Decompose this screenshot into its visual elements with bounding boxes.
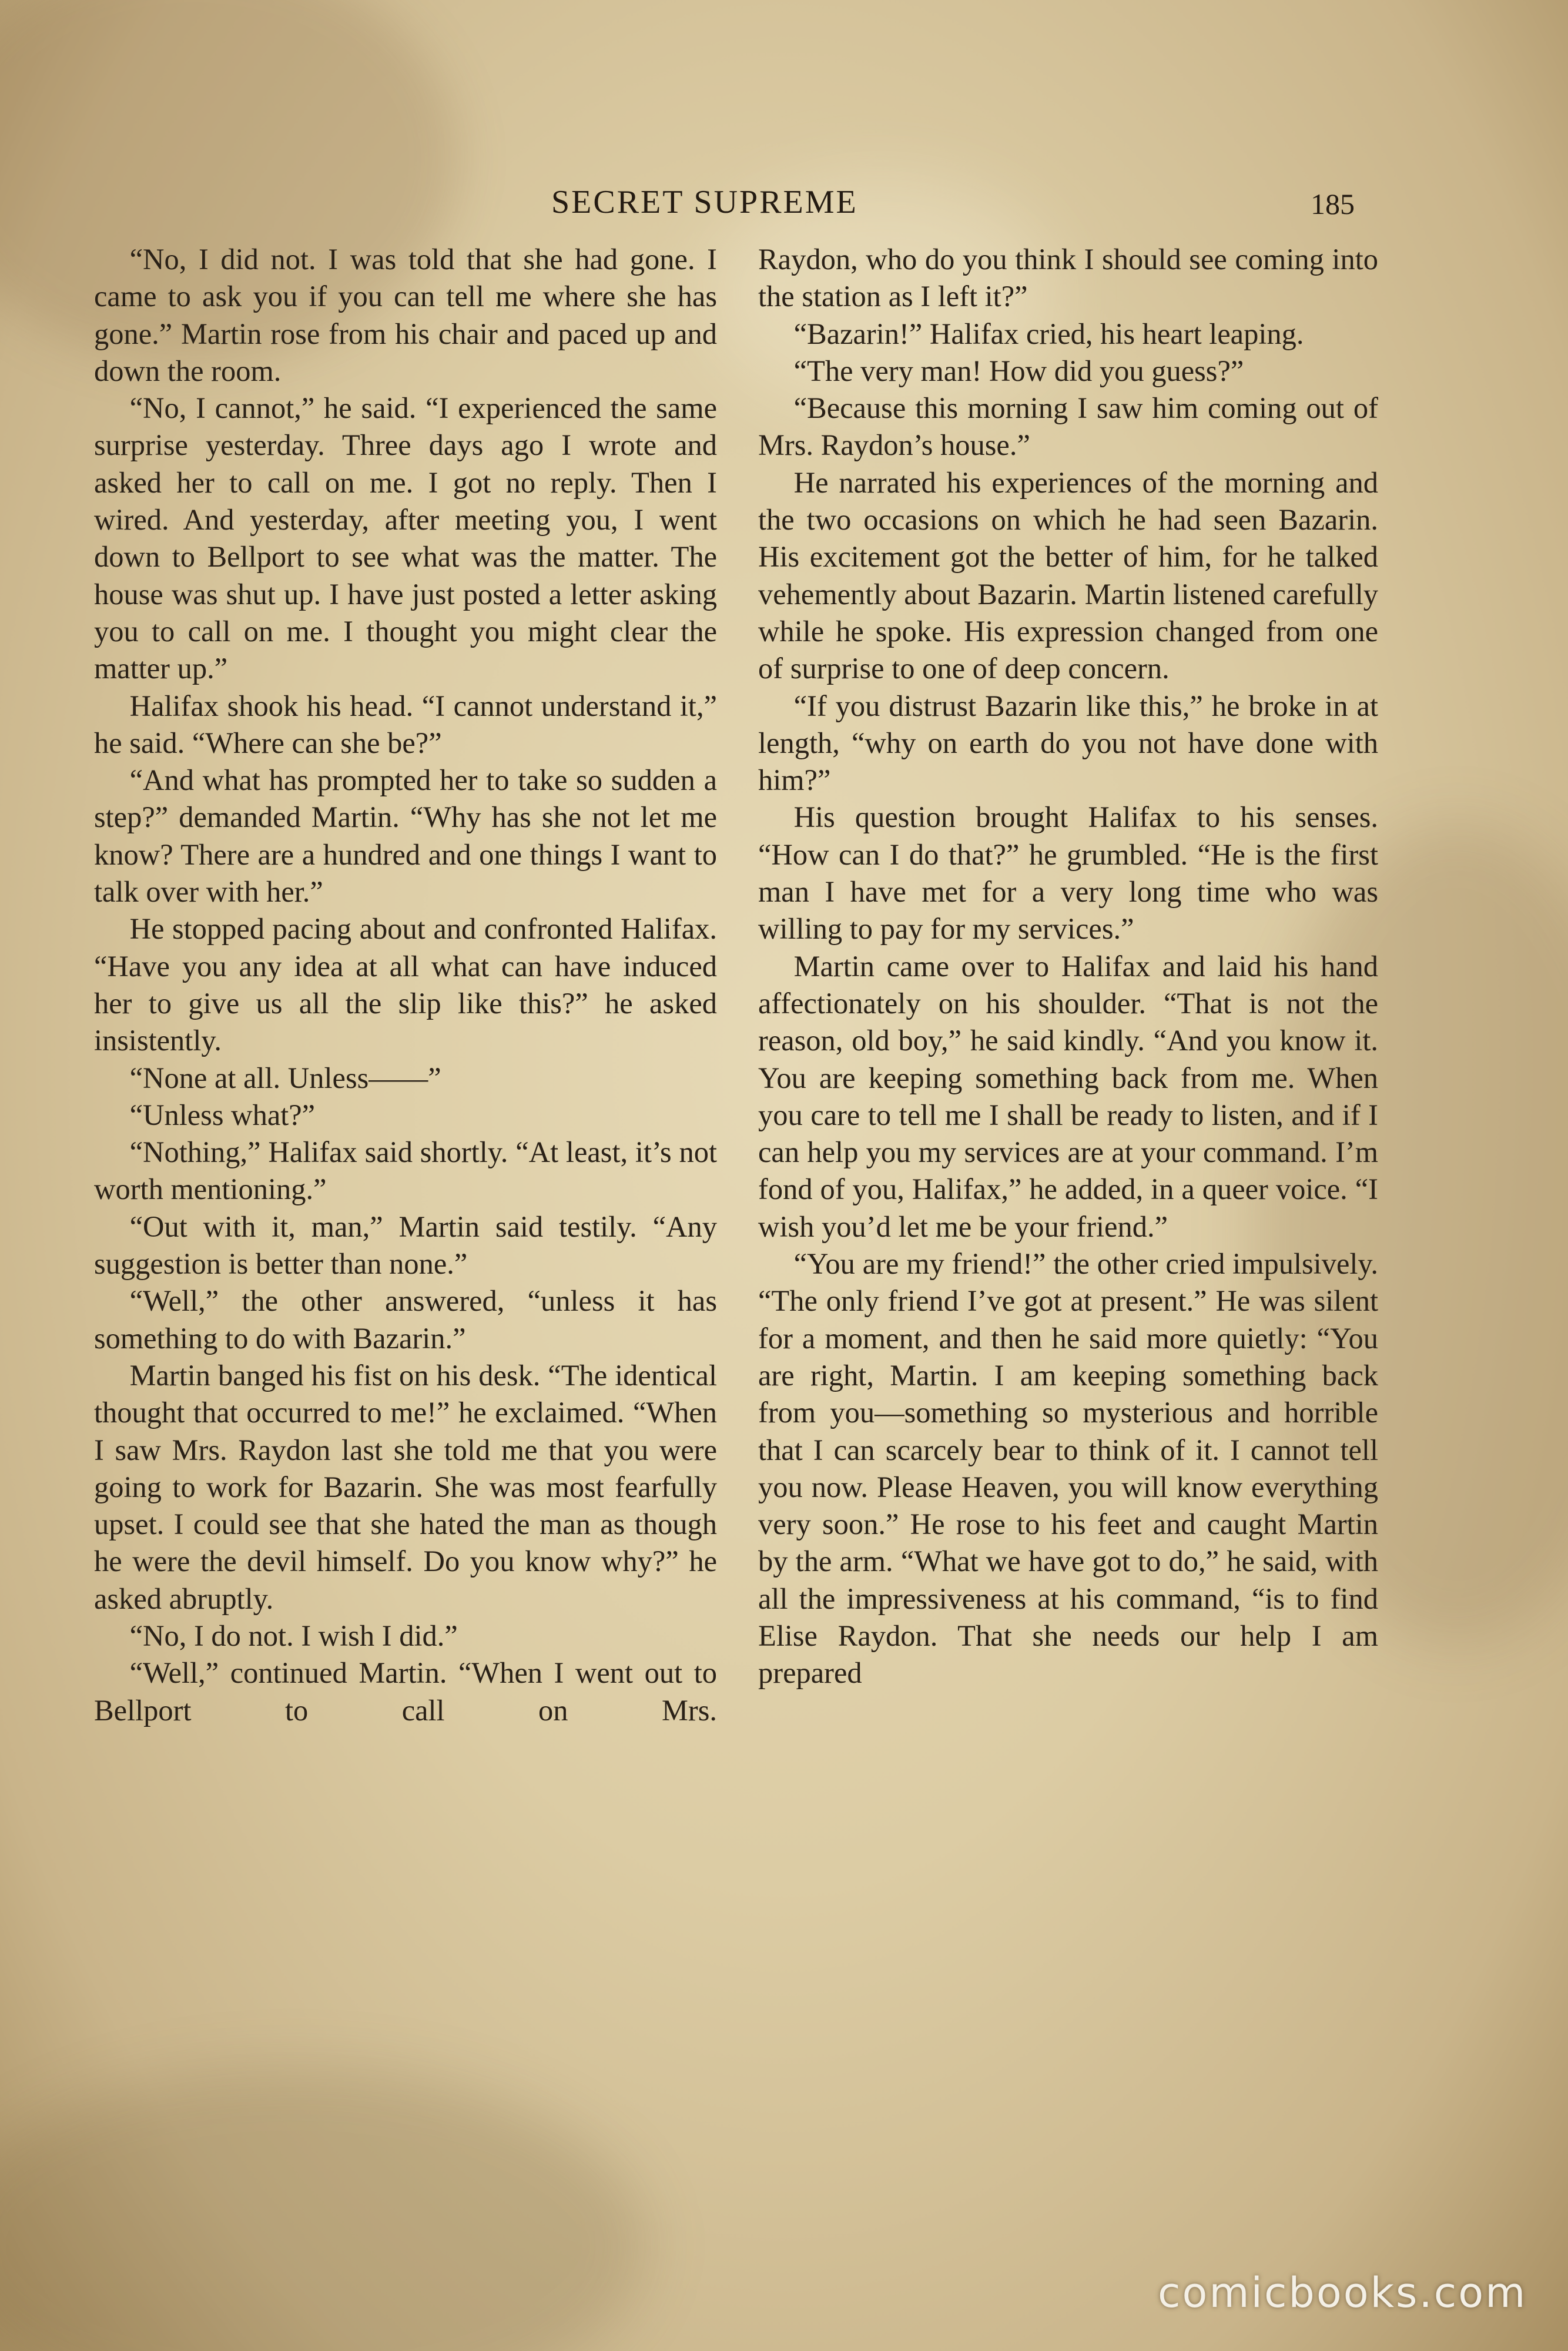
paragraph: “If you distrust Bazarin like this,” he broke in at length, “why on earth do you not have done with him?” [758, 689, 1378, 797]
paragraph: “Bazarin!” Halifax cried, his heart leaping. [793, 317, 1304, 350]
paragraph: “And what has prompted her to take so sudden a step?” demanded Martin. “Why has she not let me know? There are a hundred and one things I want to talk over with her.” [94, 763, 717, 909]
paragraph: “Nothing,” Halifax said shortly. “At least, it’s not worth mentioning.” [94, 1136, 717, 1206]
paragraph: Martin came over to Halifax and laid his hand affectionately on his shoulder. “That is not the reason, old boy,” he said kindly. “And you know it. You are keeping something back from me. When you care to tell me I shall be ready to listen, and if I can help you my services are at your command. I’m fond of you, Halifax,” he added, in a queer voice. “I wish you’d let me be your friend.” [758, 949, 1378, 1243]
paragraph: Halifax shook his head. “I cannot understand it,” he said. “Where can she be?” [94, 689, 717, 759]
paper-stain [0, 2069, 646, 2351]
paragraph: Raydon, who do you think I should see coming into the station as I left it?” [758, 243, 1378, 313]
paragraph: “Unless what?” [129, 1098, 316, 1131]
site-watermark: comicbooks.com [1158, 2269, 1527, 2317]
paragraph: “Because this morning I saw him coming out of Mrs. Raydon’s house.” [758, 391, 1378, 462]
paragraph: “No, I do not. I wish I did.” [129, 1619, 458, 1652]
paragraph: “You are my friend!” the other cried impulsively. “The only friend I’ve got at present.” He was silent for a moment, and then he said more quietly: “You are right, Martin. I am keeping something back from you—something so mysterious and horrible that I can scarcely bear to think of it. I cannot tell you now. Please Heaven, you will know everything very soon.” He rose to his feet and caught Martin by the arm. “What we have got to do,” he said, with all the impressiveness at his command, “is to find Elise Raydon. That she needs our help I am prepared [758, 1247, 1378, 1690]
paragraph: “The very man! How did you guess?” [793, 354, 1244, 387]
paragraph: He narrated his experiences of the morning and the two occasions on which he had seen Bazarin. His excitement got the better of him, for he talked vehemently about Bazarin. Martin listened carefully while he spoke. His expression changed from one of surprise to one of deep concern. [758, 465, 1378, 685]
left-column [94, 241, 717, 1729]
paragraph: Martin banged his fist on his desk. “The identical thought that occurred to me!” he exclaimed. “When I saw Mrs. Raydon last she told me that you were going to work for Bazarin. She was most fearfully upset. I could see that she hated the man as though he were the devil himself. Do you know why?” he asked abruptly. [94, 1358, 717, 1615]
paragraph: “None at all. Unless——” [129, 1061, 441, 1094]
right-column [758, 241, 1378, 1692]
paragraph: “Out with it, man,” Martin said testily. “Any suggestion is better than none.” [94, 1210, 717, 1281]
running-header [0, 183, 1568, 230]
paragraph: He stopped pacing about and confronted Halifax. “Have you any idea at all what can have induced her to give us all the slip like this?” he asked insistently. [94, 912, 717, 1057]
paragraph: “Well,” the other answered, “unless it has something to do with Bazarin.” [94, 1284, 717, 1355]
paragraph: “No, I cannot,” he said. “I experienced the same surprise yesterday. Three days ago I wrote and asked her to call on me. I got no reply. Then I wired. And yesterday, after meeting you, I went down to Bellport to see what was the matter. The house was shut up. I have just posted a letter asking you to call on me. I thought you might clear the matter up.” [94, 391, 717, 685]
page-number: 185 [1311, 187, 1355, 220]
paragraph: “Well,” continued Martin. “When I went out to Bellport to call on Mrs. [94, 1656, 717, 1727]
paragraph: His question brought Halifax to his senses. “How can I do that?” he grumbled. “He is the first man I have met for a very long time who was willing to pay for my services.” [758, 801, 1378, 946]
running-title: SECRET SUPREME [551, 184, 858, 220]
paragraph: “No, I did not. I was told that she had gone. I came to ask you if you can tell me where she has gone.” Martin rose from his chair and paced up and down the room. [94, 243, 717, 387]
